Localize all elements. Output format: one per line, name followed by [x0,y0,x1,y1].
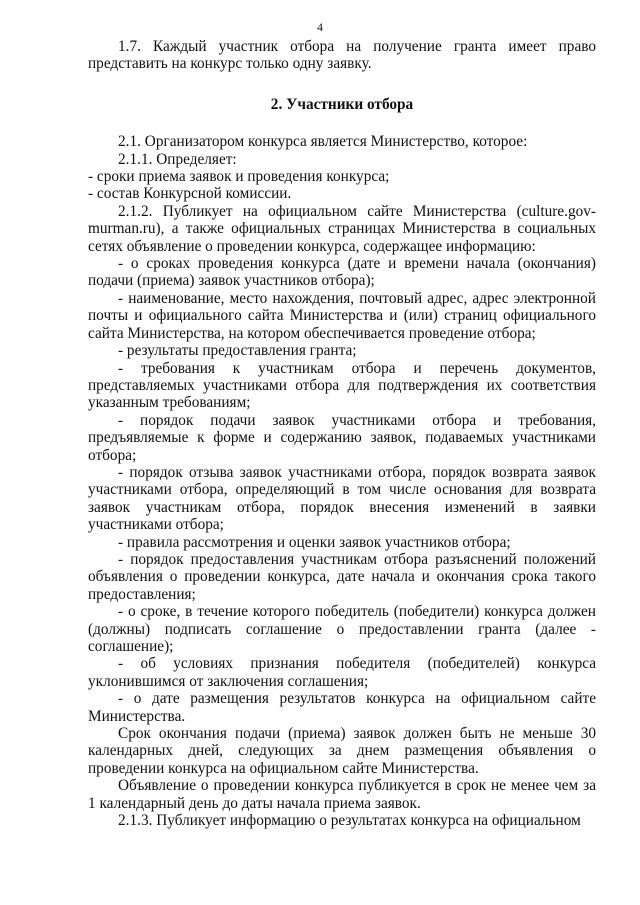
paragraph-deadline: Срок окончания подачи (приема) заявок должен быть не меньше 30 календарных дней, следующих за днем размещения объявления о проведении конкурса на официальном сайте Министерства. [88,725,596,777]
list-item: - требования к участникам отбора и перечень документов, представляемых участниками отбора для подтверждения их соответствия указанным требованиям; [88,359,596,412]
list-item: - порядок предоставления участникам отбора разъяснений положений объявления о проведении конкурса, дате начала и окончания срока такого предоставления; [88,550,596,603]
list-item: - сроки приема заявок и проведения конкурса; [88,168,390,186]
list-item: - порядок подачи заявок участниками отбора и требования, предъявляемые к форме и содержанию заявок, подаваемых участниками отбора; [88,411,596,464]
document-body [88,38,596,829]
list-item: - наименование, место нахождения, почтовый адрес, адрес электронной почты и официального сайта Министерства и (или) страниц официального сайта Министерства, на котором обеспечивается проведение отбора; [88,289,596,342]
list-item: - об условиях признания победителя (победителей) конкурса уклонившимся от заключения соглашения; [88,655,596,690]
paragraph-2-1: 2.1. Организатором конкурса является Министерство, которое: [118,133,528,151]
paragraph-publication: Объявление о проведении конкурса публикуется в срок не менее чем за 1 календарный день до даты начала приема заявок. [88,777,596,812]
list-item: - результаты предоставления гранта; [118,342,357,360]
list-item: - о сроках проведения конкурса (дате и времени начала (окончания) подачи (приема) заявок участников отбора); [88,255,596,290]
list-item: - состав Конкурсной комиссии. [88,185,292,203]
section-title: 2. Участники отбора [270,95,414,113]
page-number: 4 [317,20,323,34]
list-item: - о сроке, в течение которого победитель (победители) конкурса должен (должны) подписать соглашение о предоставлении гранта (далее - соглашение); [88,603,596,655]
list-item: - о дате размещения результатов конкурса на официальном сайте Министерства. [88,690,596,725]
paragraph-2-1-2: 2.1.2. Публикует на официальном сайте Министерства (culture.gov-murman.ru), а также официальных страницах Министерства в социальных сетях объявление о проведении конкурса, содержащее информацию: [88,202,596,255]
paragraph-2-1-1: 2.1.1. Определяет: [118,150,237,168]
paragraph-1-7: 1.7. Каждый участник отбора на получение гранта имеет право представить на конкурс только одну заявку. [88,38,596,73]
paragraph-2-1-3: 2.1.3. Публикует информацию о результатах конкурса на официальном [118,812,581,830]
list-item: - правила рассмотрения и оценки заявок участников отбора; [118,533,511,551]
list-item: - порядок отзыва заявок участниками отбора, порядок возврата заявок участниками отбора, определяющий в том числе основания для возврата заявок участникам отбора, порядок внесения изменений в заявки участниками отбора; [88,463,596,534]
